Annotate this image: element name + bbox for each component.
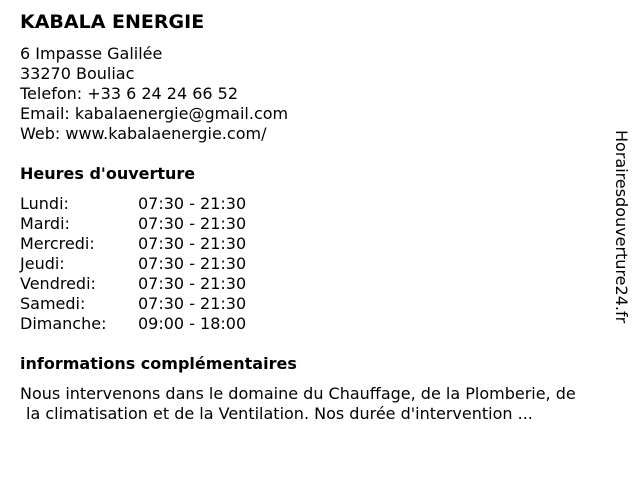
opening-hours-heading: Heures d'ouverture <box>20 164 196 183</box>
description-line: Nous intervenons dans le domaine du Chauffage, de la Plomberie, de <box>20 384 576 403</box>
website: Web: www.kabalaenergie.com/ <box>20 124 267 143</box>
hours-row-sunday <box>20 314 280 334</box>
additional-info-heading: informations complémentaires <box>20 354 297 373</box>
hours-row-monday <box>20 194 280 214</box>
description-line: la climatisation et de la Ventilation. Nos durée d'intervention ... <box>26 404 533 423</box>
opening-hours-table <box>20 194 280 334</box>
additional-info-text <box>20 384 630 424</box>
business-name: KABALA ENERGIE <box>20 11 205 33</box>
hours-row-saturday <box>20 294 280 314</box>
email-address: Email: kabalaenergie@gmail.com <box>20 104 289 123</box>
day-label: Jeudi: <box>20 254 65 273</box>
hours-row-tuesday <box>20 214 280 234</box>
street-address: 6 Impasse Galilée <box>20 44 163 63</box>
day-label: Dimanche: <box>20 314 107 333</box>
time-range: 09:00 - 18:00 <box>138 314 247 333</box>
hours-row-thursday <box>20 254 280 274</box>
day-label: Mardi: <box>20 214 70 233</box>
hours-row-wednesday <box>20 234 280 254</box>
phone-number: Telefon: +33 6 24 24 66 52 <box>20 84 239 103</box>
day-label: Vendredi: <box>20 274 96 293</box>
hours-row-friday <box>20 274 280 294</box>
time-range: 07:30 - 21:30 <box>138 254 247 273</box>
day-label: Lundi: <box>20 194 69 213</box>
postal-city: 33270 Bouliac <box>20 64 135 83</box>
time-range: 07:30 - 21:30 <box>138 214 247 233</box>
time-range: 07:30 - 21:30 <box>138 234 247 253</box>
watermark-text: Horairesdouverture24.fr <box>612 130 631 324</box>
time-range: 07:30 - 21:30 <box>138 294 247 313</box>
day-label: Samedi: <box>20 294 86 313</box>
address-block <box>20 44 288 144</box>
time-range: 07:30 - 21:30 <box>138 194 247 213</box>
day-label: Mercredi: <box>20 234 95 253</box>
time-range: 07:30 - 21:30 <box>138 274 247 293</box>
